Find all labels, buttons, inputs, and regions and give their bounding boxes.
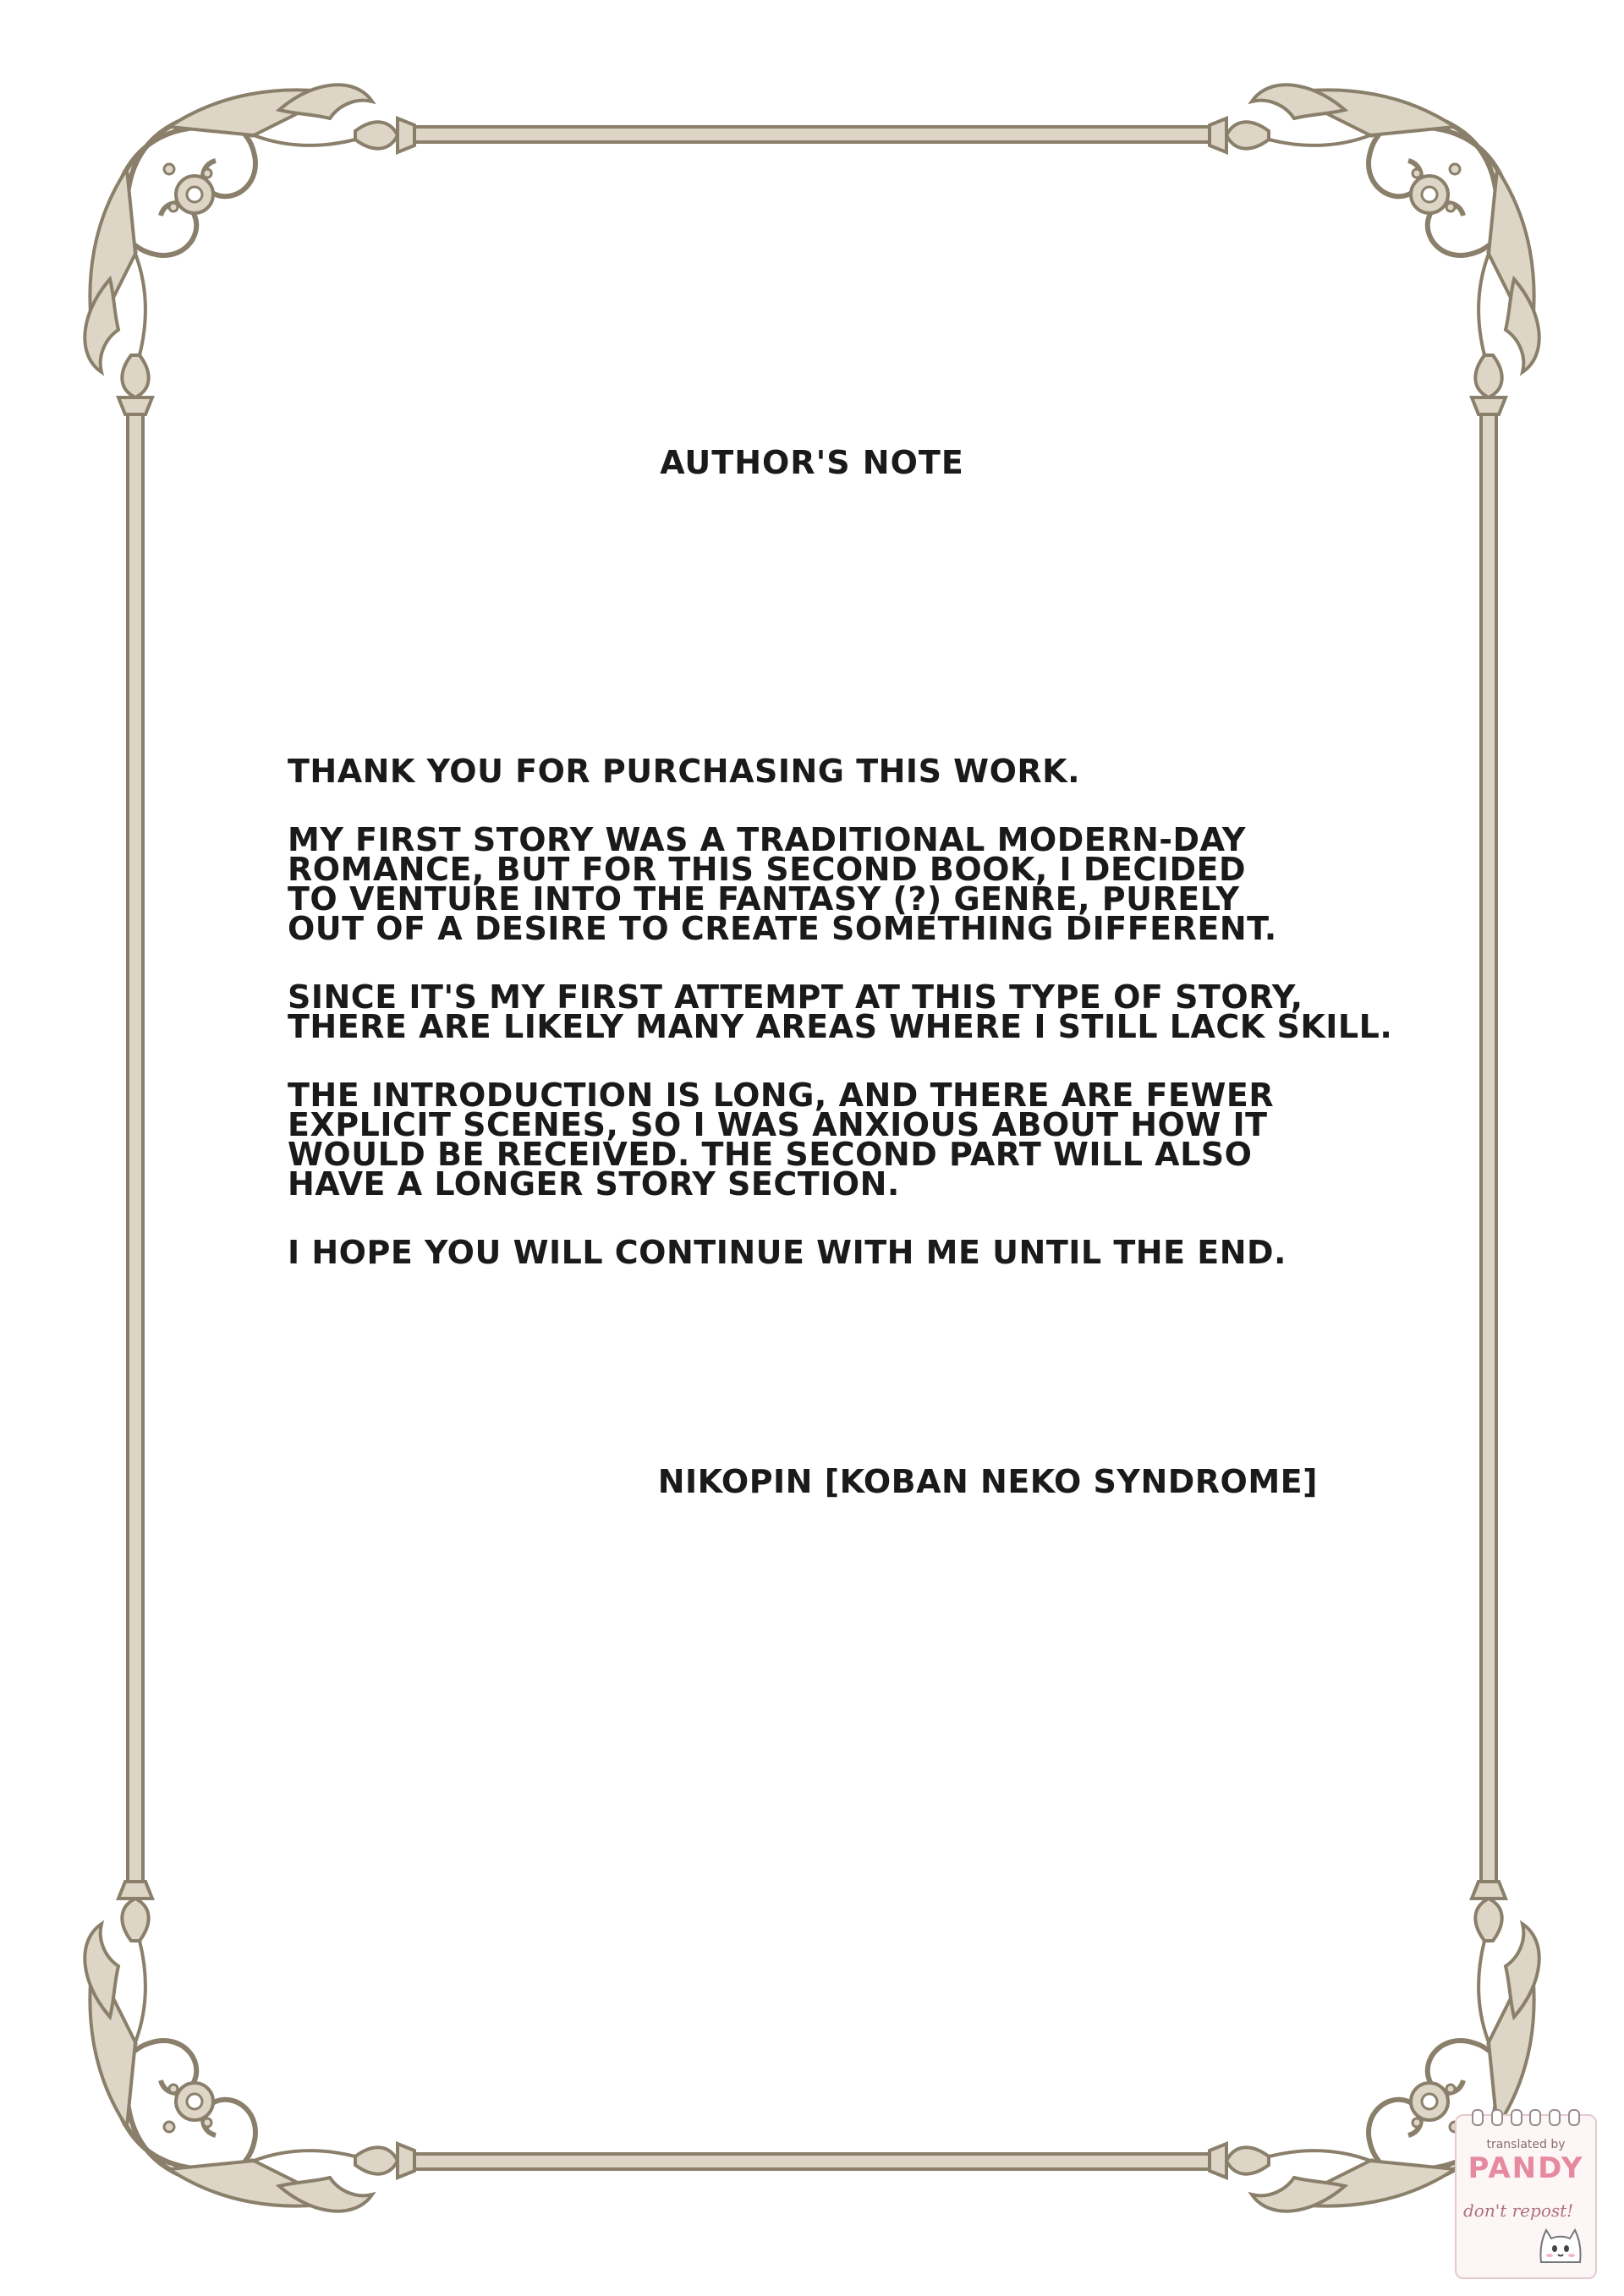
text-line: MY FIRST STORY WAS A TRADITIONAL MODERN-DAY [288, 821, 1246, 858]
text-line: THANK YOU FOR PURCHASING THIS WORK. [288, 753, 1081, 790]
text-line: THERE ARE LIKELY MANY AREAS WHERE I STILL LACK SKILL. [288, 1008, 1393, 1045]
paragraph-3 [288, 978, 1393, 1045]
translator-watermark [1455, 2114, 1597, 2279]
paragraph-1 [288, 753, 1387, 790]
text-line: WOULD BE RECEIVED. THE SECOND PART WILL ALSO [288, 1136, 1253, 1173]
cat-icon [1534, 2222, 1587, 2266]
paragraph-4 [288, 1077, 1387, 1203]
text-line: EXPLICIT SCENES, SO I WAS ANXIOUS ABOUT HOW IT [288, 1106, 1268, 1143]
text-line: ROMANCE, BUT FOR THIS SECOND BOOK, I DECIDED [288, 851, 1246, 888]
note-body [288, 753, 1393, 1307]
page-title: AUTHOR'S NOTE [660, 444, 964, 481]
text-line: THE INTRODUCTION IS LONG, AND THERE ARE FEWER [288, 1077, 1275, 1114]
text-line: SINCE IT'S MY FIRST ATTEMPT AT THIS TYPE OF STORY, [288, 978, 1303, 1016]
text-line: OUT OF A DESIRE TO CREATE SOMETHING DIFFERENT. [288, 910, 1277, 947]
text-line: TO VENTURE INTO THE FANTASY (?) GENRE, PURELY [288, 880, 1240, 918]
paragraph-2 [288, 821, 1387, 947]
watermark-brand: PANDY [1468, 2151, 1584, 2185]
watermark-credit: translated by [1486, 2138, 1566, 2151]
author-signature: NIKOPIN [KOBAN NEKO SYNDROME] [657, 1463, 1318, 1500]
text-line: I HOPE YOU WILL CONTINUE WITH ME UNTIL THE END. [288, 1234, 1287, 1271]
paragraph-5 [288, 1234, 1387, 1271]
watermark-warning: don't repost! [1463, 2200, 1574, 2221]
notebook-rings [1472, 2109, 1580, 2126]
text-line: HAVE A LONGER STORY SECTION. [288, 1165, 900, 1203]
